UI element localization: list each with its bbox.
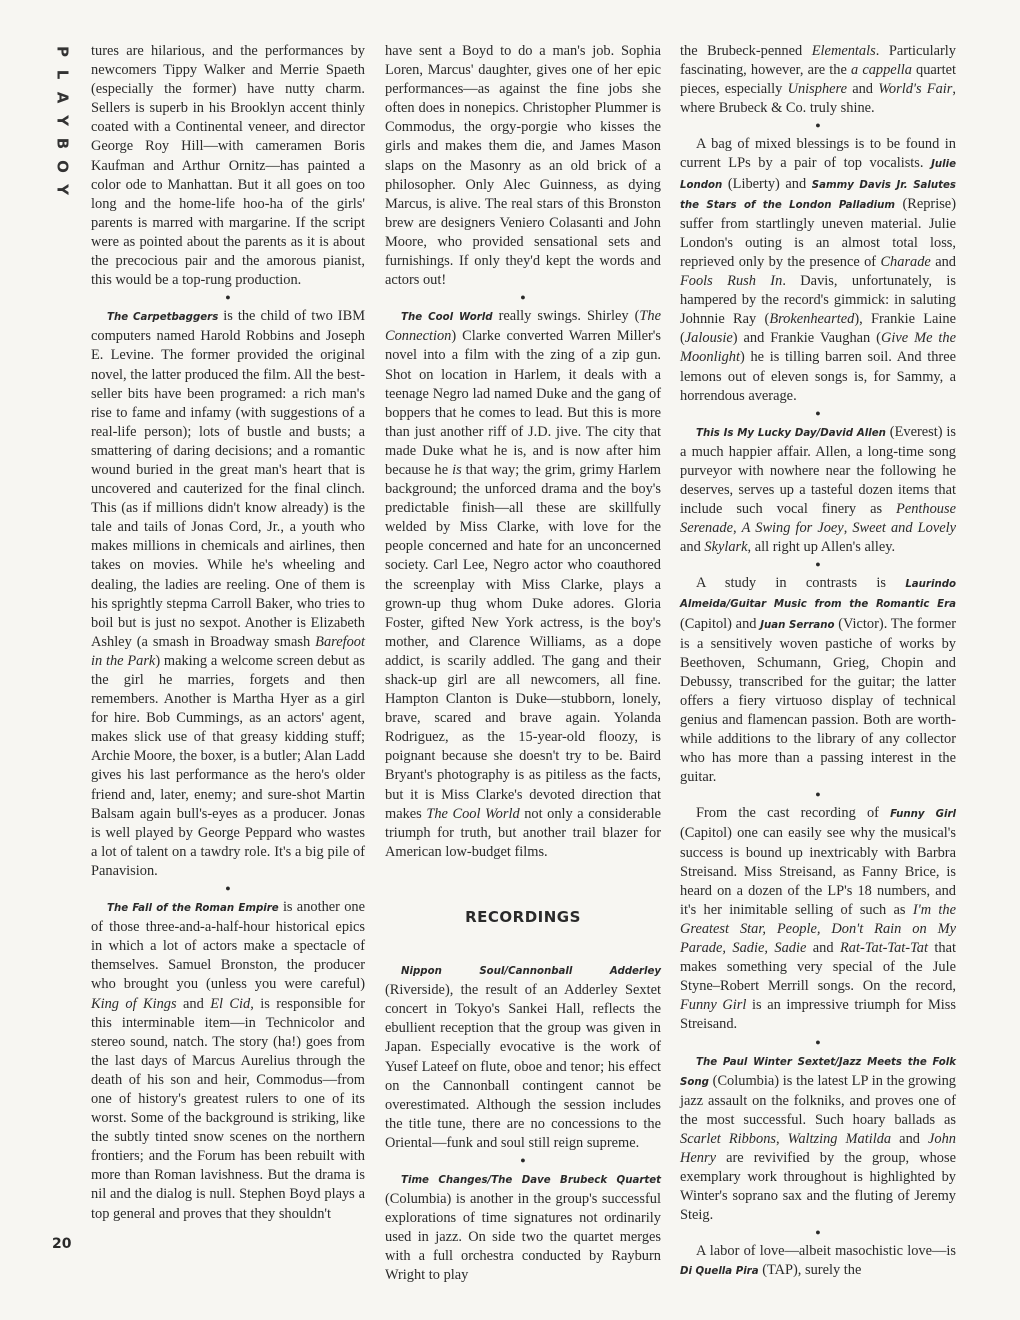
body-text: is another one of those three-and-a-half-hour historical epics in which a lot of actors make a spectacle of themselves. Samuel Bronston, the producer who brought you (unless you were careful) xyxy=(91,899,365,993)
spine-letter: O xyxy=(53,160,72,173)
work-title: King of Kings xyxy=(91,995,177,1012)
body-text: quartet pieces, especially xyxy=(680,62,956,98)
section-bullet: ● xyxy=(815,789,821,800)
body-text: (Columbia) is the latest LP in the growing jazz assault on the folkniks, and proves one of the most successful. Such hoary ballads as xyxy=(680,1072,956,1128)
body-text: ) he is tilling barren soil. And three lemons out of eleven songs is, for Sammy, a horrendous average. xyxy=(680,349,956,404)
body-text: are revivified by the group, whose exemplary work throughout is highlighted by Winter's soprano sax and the fluting of Jeremy Steig. xyxy=(680,1149,956,1224)
work-title: Elementals xyxy=(811,43,876,59)
body-text: (Liberty) and xyxy=(722,175,812,192)
review-title: Time Changes/The Dave Brubeck Quartet xyxy=(401,1174,661,1186)
body-text: A bag of mixed blessings is to be found in current LPs by a pair of top vocalists. xyxy=(680,136,956,172)
body-text: (Riverside), the result of an Adderley Sextet concert in Tokyo's Sankei Hall, reflects the ebullient reception that the group was given in Japan. Especially evocative is the work of Yusef Lateef on flute, oboe and tenor; his effect on the Cannonball contingent cannot be overestimated. Although the session includes the title tune, there are no concessions to the Oriental—funk and soul still reign supreme. xyxy=(385,982,661,1151)
review-title: Juan Serrano xyxy=(760,619,835,631)
body-text: ), Frankie Laine ( xyxy=(680,311,956,347)
body-text: and xyxy=(176,995,211,1012)
body-text: and xyxy=(891,1130,929,1147)
body-text: , where Brubeck & Co. truly shine. xyxy=(680,81,956,117)
section-bullet: ● xyxy=(815,1227,821,1238)
review-paragraph xyxy=(385,1170,661,1286)
body-text: , all right up Allen's alley. xyxy=(747,539,896,556)
body-text: and xyxy=(930,253,956,270)
work-title: I'm the Greatest Star, People, Don't Rain on My Parade, Sadie, Sadie xyxy=(680,901,956,957)
work-title: Unisphere xyxy=(787,81,847,98)
review-title: The Fall of the Roman Empire xyxy=(107,903,279,915)
spine-letter: Y xyxy=(53,115,72,126)
body-text: A study in contrasts is xyxy=(696,575,906,592)
work-title: Barefoot in the Park xyxy=(91,633,365,669)
page-number: 20 xyxy=(52,1236,72,1252)
review-paragraph xyxy=(680,135,956,405)
work-title: Charade xyxy=(880,253,931,270)
section-heading: RECORDINGS xyxy=(465,907,581,926)
work-title: Brokenhearted xyxy=(769,311,855,328)
body-text: From the cast recording of xyxy=(696,805,891,822)
review-title: This Is My Lucky Day/David Allen xyxy=(696,427,886,439)
body-text: A labor of love—albeit masochistic love—is xyxy=(696,1243,956,1260)
body-text: , xyxy=(733,520,742,537)
review-title: Laurindo Almeida/Guitar Music from the Romantic Era xyxy=(680,579,956,611)
body-text: tures are hilarious, and the performances by newcomers Tippy Walker and Merrie Spaeth (especially the former) have nutty charm. Sellers is superb in his Brooklyn accent thinly coated with a Continental veneer, and director George Roy Hill—with cameramen Boris Kaufman and Arthur Ornitz—has painted a color ode to Manhattan. But it all goes on too long and the home-life hoo-ha of the girls' parents is marred with margarine. If the script were as pointed about the parents as it is about the precocious pair and the amorous pianist, this would be a top-rung production. xyxy=(91,43,365,289)
section-bullet: ● xyxy=(520,292,526,303)
body-text: (Victor). The former is a sensitively woven pastiche of works by Beethoven, Schumann, Grieg, Chopin and Debussy, transcribed for the guitar; the latter offers a fiery virtuoso display of technical genius and flamencan passion. Both are worth-while additions to the library of any collector who has more than a passing interest in the guitar. xyxy=(680,615,957,786)
body-text: is the child of two IBM computers named Harold Robbins and Joseph E. Levine. The former provided the original novel, the latter produced the film. All the best-seller bits have been programed: a rich man's rise to fame and infamy (with suggestions of a real-life person); lots of bustle and busts; a smattering of daring decisions; and a romantic wound buried in the great man's heart that is uncovered and cauterized for the final clinch. This (as if millions didn't know already) is the tale and tails of Jonas Cord, Jr., a youth who makes millions in chemicals and airlines, then takes on movies. While he's wheeling and dealing, the ladies are reeling. One of them is his sprightly stepma Carroll Baker, who tries to boil but is just no sexpot. Another is Elizabeth Ashley (a smash in Broadway smash xyxy=(91,308,365,650)
work-title: The Connection xyxy=(385,308,661,345)
body-text: and xyxy=(806,940,840,957)
review-paragraph xyxy=(385,961,661,1153)
work-title: The Cool World xyxy=(426,805,520,822)
masthead-spine xyxy=(52,44,72,205)
body-text: is an impressive triumph for Miss Streisand. xyxy=(680,997,956,1033)
section-bullet: ● xyxy=(815,120,821,131)
body-text: that makes something very special of the Jule Styne–Robert Merrill songs. On the record, xyxy=(680,940,956,995)
body-text: ) and Frankie Vaughan ( xyxy=(732,330,881,347)
body-text: (Capitol) and xyxy=(680,615,761,632)
body-text: (Columbia) is another in the group's successful explorations of time signatures not ordinarily used in jazz. On side two the quartet merges with a full orchestra conducted by Rayburn Wright to play xyxy=(385,1191,661,1284)
emphasis: is xyxy=(452,461,462,478)
work-title: Skylark xyxy=(704,539,748,556)
body-text: ) Clarke converted Warren Miller's novel into a film with the zing of a zip gun. Shot on location in Harlem, it deals with a teenage Negro lad named Duke and the gang of boppers that he comes to lead. But this is more than just another riff of J.D. jive. The city that made Duke what he is, and is now after him because he xyxy=(385,328,661,478)
work-title: A Swing for Joey xyxy=(741,520,844,537)
section-bullet: ● xyxy=(520,1154,526,1165)
body-text: and xyxy=(680,539,705,556)
body-text: that way; the grim, grimy Harlem background; the unforced drama and the boy's predictable finish—all these are skillfully welded by Miss Clarke, with love for the people concerned and hate for an unconcerned society. Carl Lee, Negro actor who coauthored the screenplay with Miss Clarke, plays a grown-up thug whom Duke adores. Gloria Foster, gifted New York actress, is the boy's mother, and Clarence Williams, as a dope addict, is scarily addled. The gang and their shack-up girl are all newcomers, all fine. Hampton Clanton is Duke—stubborn, lonely, brave, scared and brave again. Yolanda Rodriguez, as the 15-year-old floozy, is poignant because she doesn't try to be. Baird Bryant's photography is as pitiless as the facts, but it is Miss Clarke's devoted direction that makes xyxy=(385,461,661,822)
work-title: Give Me the Moonlight xyxy=(680,330,956,366)
spine-letter: A xyxy=(53,91,72,104)
work-title: El Cid xyxy=(210,995,251,1012)
work-title: Penthouse Serenade xyxy=(680,501,956,537)
review-title: Julie London xyxy=(680,159,956,191)
review-paragraph xyxy=(680,804,956,1034)
body-text: have sent a Boyd to do a man's job. Sophia Loren, Marcus' daughter, gives one of her epic performances—as against the fine jobs she often does in nonepics. Christopher Plummer is Commodus, the orgy-porgie who kisses the girls and makes them die, and James Mason slaps on the Masonry as an old brick of a philosopher. Only Alec Guinness, as dying Marcus, is alive. The real stars of this Bronston brew are designers Veniero Colasanti and John Moore, who provided sensational sets and furnishings. If only they'd kept the words and actors out! xyxy=(385,43,661,289)
work-title: Rat-Tat-Tat-Tat xyxy=(839,940,928,957)
work-title: World's Fair xyxy=(878,81,953,98)
review-paragraph xyxy=(91,307,365,881)
body-text: (TAP), surely the xyxy=(758,1262,862,1279)
review-paragraph xyxy=(680,1242,956,1281)
review-paragraph xyxy=(680,574,956,787)
body-text: (Capitol) one can easily see why the musical's success is bound up inextricably with Barbra Streisand. Miss Streisand, as Fanny Brice, is heard on a dozen of the LP's 18 numbers, and it's her inimitable selling of such as xyxy=(680,825,956,918)
emphasis: a cappella xyxy=(851,62,912,79)
body-text: and xyxy=(846,81,879,98)
body-text: the Brubeck-penned xyxy=(680,43,812,59)
review-paragraph xyxy=(680,1052,956,1226)
section-bullet: ● xyxy=(225,883,231,894)
work-title: John Henry xyxy=(680,1130,956,1166)
body-text: . Davis, unfortunately, is hampered by the record's gimmick: in saluting Johnnie Ray ( xyxy=(680,273,956,328)
work-title: Waltzing Matilda xyxy=(787,1130,892,1147)
review-title: Sammy Davis Jr. Salutes the Stars of the London Palladium xyxy=(680,179,956,211)
review-paragraph xyxy=(385,42,661,290)
review-title: The Cool World xyxy=(401,312,493,324)
section-bullet: ● xyxy=(815,1036,821,1047)
column-3 xyxy=(680,42,956,1282)
body-text: , xyxy=(843,520,853,537)
review-title: Di Quella Pira xyxy=(680,1266,759,1278)
spine-letter: Y xyxy=(53,184,72,195)
review-title: The Paul Winter Sextet/Jazz Meets the Folk Song xyxy=(680,1056,956,1088)
review-paragraph xyxy=(91,42,365,290)
column-1 xyxy=(91,42,365,1224)
spine-letter: P xyxy=(53,46,72,57)
section-bullet: ● xyxy=(815,559,821,570)
work-title: Jalousie xyxy=(684,330,733,347)
work-title: Sweet and Lovely xyxy=(852,520,956,537)
body-text: not only a considerable triumph for truth, but another trail blazer for American low-budget films. xyxy=(385,805,661,860)
review-title: The Carpetbaggers xyxy=(107,312,219,324)
review-paragraph xyxy=(91,898,365,1224)
body-text: , xyxy=(776,1130,788,1147)
body-text: , is responsible for this interminable item—in Technicolor and stereo sound, natch. The story (ha!) goes from the last days of Marcus Aurelius through the death of his son and heir, Commodus—from one of history's greatest rulers to one of its worst. Some of the background is striking, like the subtly tinted snow scenes on the northern frontiers; and the Forum has been rebuilt with more than Roman lavishness. But the drama is nil and the dialog is null. Stephen Boyd plays a top general and proves that they shouldn't xyxy=(91,995,365,1222)
review-paragraph xyxy=(680,423,956,558)
column-2 xyxy=(385,42,661,1286)
section-bullet: ● xyxy=(225,292,231,303)
body-text: really swings. Shirley ( xyxy=(492,308,640,325)
review-title: Nippon Soul/Cannonball Adderley xyxy=(401,966,661,978)
work-title: Funny Girl xyxy=(680,997,747,1014)
body-text: ) making a welcome screen debut as the girl he marries, forgets and then remembers. Another is Martha Hyer as a girl for hire. Bob Cummings, as an actors' agent, makes slick use of that greasy kidding stuff; Archie Moore, the boxer, is a butler; Alan Ladd gives his last performance as the hero's older friend and, later, enemy; and sure-shot Martin Balsam again bull's-eyes as a producer. Jonas is well played by George Peppard who wastes a lot of talent on a tawdry role. It's a big pile of Panavision. xyxy=(91,652,365,879)
spine-letter: L xyxy=(53,69,72,80)
review-paragraph xyxy=(680,42,956,118)
work-title: Scarlet Ribbons xyxy=(680,1130,776,1147)
spine-letter: B xyxy=(53,137,72,150)
body-text: . Particularly fascinating, however, are the xyxy=(680,43,956,79)
review-paragraph xyxy=(385,307,661,862)
review-title: Funny Girl xyxy=(890,809,956,821)
body-text: (Everest) is a much happier affair. Allen, a long-time song purveyor with nowhere near the following he deserves, serves up a tasteful dozen items that include such vocal finery as xyxy=(680,423,956,518)
work-title: Fools Rush In xyxy=(680,273,783,290)
section-bullet: ● xyxy=(815,407,821,418)
body-text: (Reprise) suffer from startlingly uneven material. Julie London's outing is an almost total loss, reprieved only by the presence of xyxy=(680,195,956,270)
